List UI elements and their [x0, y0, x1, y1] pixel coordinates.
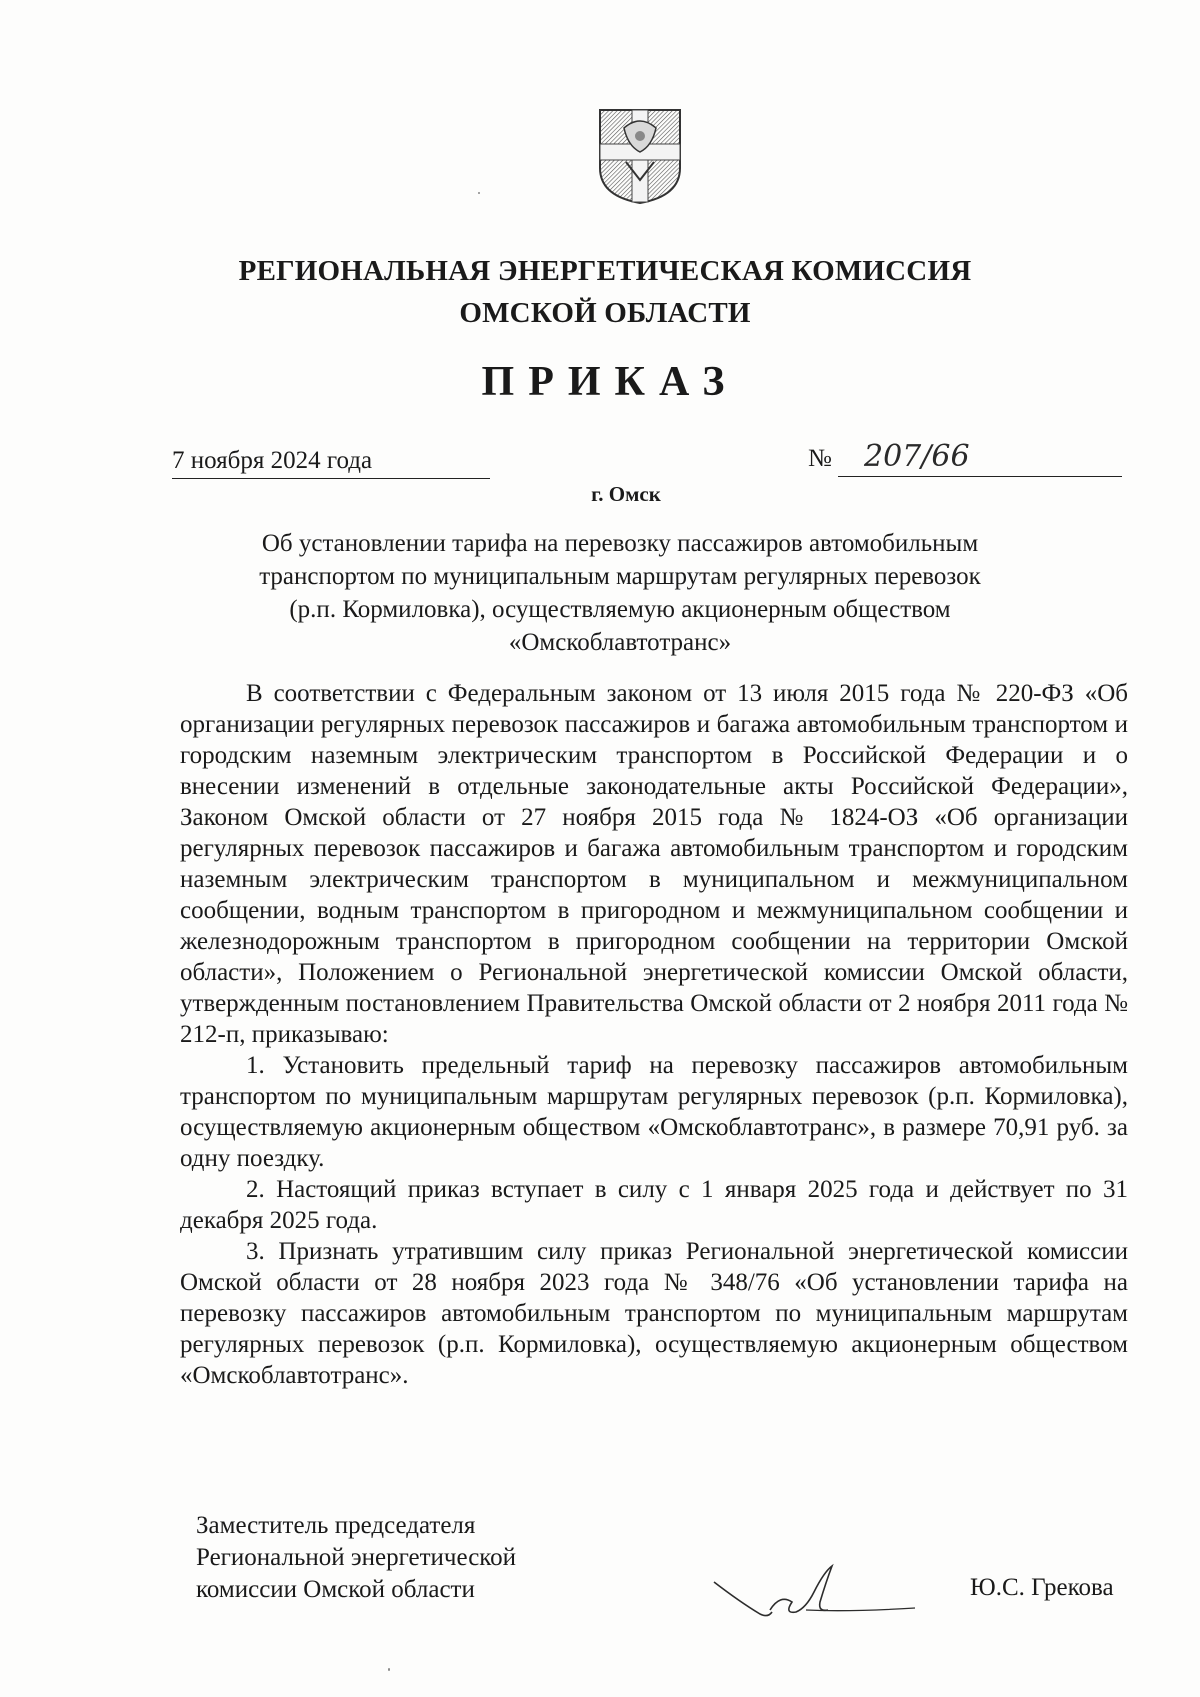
- document-city: г. Омск: [591, 482, 661, 506]
- organization-name-line2: ОМСКОЙ ОБЛАСТИ: [459, 297, 751, 329]
- date-underline: [172, 478, 490, 479]
- position-line: Региональной энергетической: [196, 1544, 517, 1571]
- subject-line: Об установлении тарифа на перевозку пассажиров автомобильным: [261, 530, 979, 557]
- organization-name-line1: РЕГИОНАЛЬНАЯ ЭНЕРГЕТИЧЕСКАЯ КОМИССИЯ: [238, 255, 972, 287]
- document-type-title: ПРИКАЗ: [481, 359, 739, 405]
- order-item-2: 2. Настоящий приказ вступает в силу с 1 января 2025 года и действует по 31 декабря 2025 года.: [180, 1176, 1128, 1234]
- signatory-position: [196, 1510, 516, 1606]
- number-sign: №: [808, 445, 832, 472]
- signatory-name: Ю.С. Грекова: [970, 1574, 1114, 1601]
- coat-of-arms-icon: [596, 106, 684, 206]
- scan-speck: [388, 1668, 390, 1671]
- document-subject: [220, 527, 1020, 659]
- position-line: комиссии Омской области: [196, 1576, 475, 1603]
- subject-line: транспортом по муниципальным маршрутам регулярных перевозок: [259, 563, 981, 590]
- handwritten-signature-icon: [710, 1552, 920, 1632]
- document-body: [180, 678, 1128, 1391]
- subject-line: (р.п. Кормиловка), осуществляемую акционерным обществом: [289, 596, 951, 623]
- order-item-3: 3. Признать утратившим силу приказ Региональной энергетической комиссии Омской области от 28 ноября 2023 года № 348/76 «Об установлении тарифа на перевозку пассажиров автомобильным транспортом по муниципальным маршрутам регулярных перевозок (р.п. Кормиловка), осуществляемую акционерным обществом «Омскоблавтотранс».: [180, 1238, 1128, 1389]
- svg-text:207/66: 207/66: [864, 439, 970, 474]
- handwritten-number: [858, 432, 988, 480]
- number-underline: [838, 476, 1122, 477]
- scan-speck: [478, 192, 480, 194]
- document-date: 7 ноября 2024 года: [172, 447, 373, 474]
- order-item-1: 1. Установить предельный тариф на перевозку пассажиров автомобильным транспортом по муниципальным маршрутам регулярных перевозок (р.п. Кормиловка), осуществляемую акционерным обществом «Омскоблавтотранс», в размере 70,91 руб. за одну поездку.: [180, 1052, 1128, 1172]
- position-line: Заместитель председателя: [196, 1512, 476, 1539]
- preamble-paragraph: В соответствии с Федеральным законом от 13 июля 2015 года № 220-ФЗ «Об организации регулярных перевозок пассажиров и багажа автомобильным транспортом и городским наземным электрическим транспортом в Российской Федерации и о внесении изменений в отдельные законодательные акты Российской Федерации», Законом Омской области от 27 ноября 2015 года № 1824-ОЗ «Об организации регулярных перевозок пассажиров и багажа автомобильным транспортом и городским наземным электрическим транспортом в муниципальном и межмуниципальном сообщении, водным транспортом в пригородном и межмуниципальном сообщении и железнодорожным транспортом в пригородном сообщении на территории Омской области», Положением о Региональной энергетической комиссии Омской области, утвержденным постановлением Правительства Омской области от 2 ноября 2011 года № 212-п, приказываю:: [180, 680, 1128, 1048]
- subject-line: «Омскоблавтотранс»: [508, 629, 732, 656]
